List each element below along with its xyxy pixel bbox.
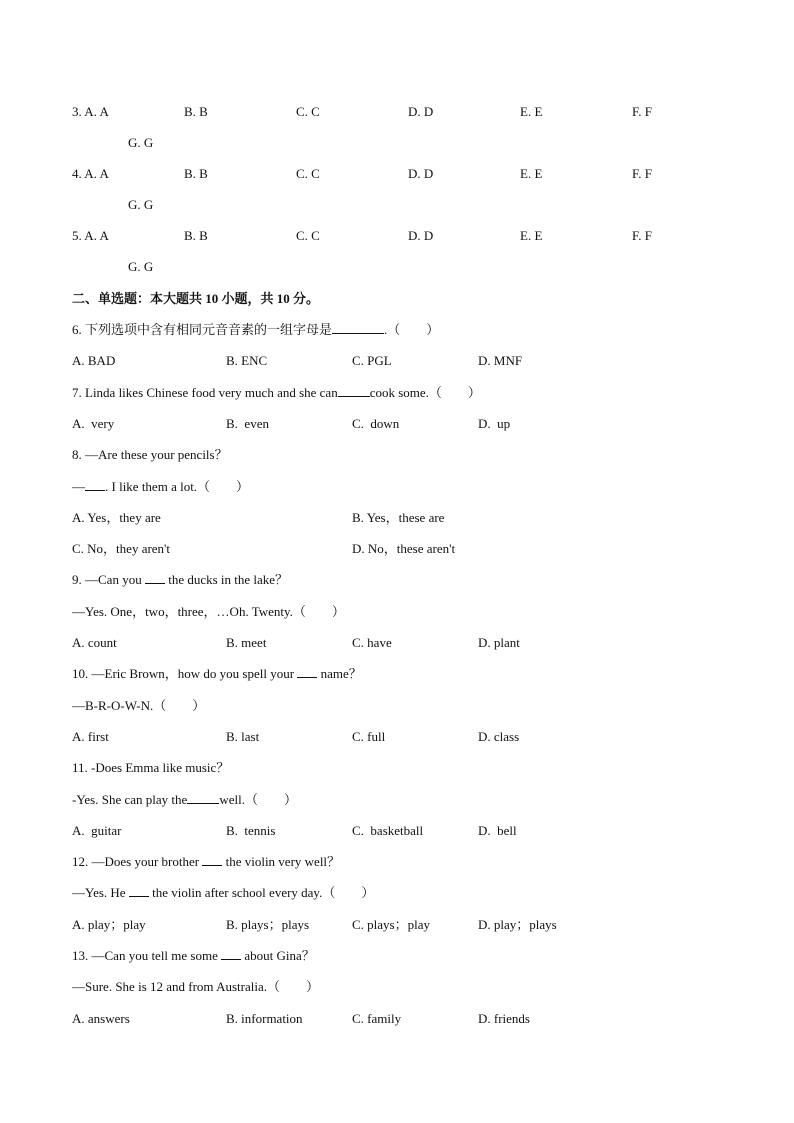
stem-text: 13. —Can you tell me some <box>72 948 222 963</box>
option: C. C <box>296 228 320 243</box>
stem-text: —Yes. He <box>72 885 129 901</box>
question-stem <box>72 664 362 684</box>
question-stem <box>72 883 374 903</box>
option: C. No，they aren't <box>72 541 171 557</box>
stem-text: 12. —Does your brother <box>72 854 203 870</box>
stem-text: the ducks in the lake？ <box>164 572 289 588</box>
option: C. C <box>296 166 320 181</box>
option: A. count <box>72 635 117 650</box>
stem-text: -Yes. She can play the <box>72 791 188 807</box>
option: B. B <box>184 166 208 181</box>
option: B. tennis <box>226 822 276 838</box>
stem-text: the violin very well？ <box>222 854 341 870</box>
stem-text: — <box>72 478 85 494</box>
stem-text: 9. —Can you <box>72 572 145 588</box>
option: B. B <box>184 228 208 243</box>
option: E. E <box>520 228 543 243</box>
question-stem <box>72 977 319 997</box>
option: B. last <box>226 728 260 744</box>
stem-text: well.（ ） <box>219 791 297 807</box>
option: E. E <box>520 166 543 181</box>
option: D. MNF <box>478 353 523 369</box>
option: D. friends <box>478 1010 530 1026</box>
question-stem <box>72 383 481 403</box>
option: B. information <box>226 1010 303 1026</box>
option: C. full <box>352 728 386 744</box>
option: D. D <box>408 228 434 243</box>
section-heading: 二、单选题：本大题共 10 小题，共 10 分。 <box>72 291 320 306</box>
option: 4. A. A <box>72 166 109 181</box>
option: D. up <box>478 415 511 431</box>
option: C. down <box>352 415 400 431</box>
option: D. D <box>408 166 434 181</box>
question-stem <box>72 696 205 716</box>
answer-blank <box>202 853 222 866</box>
stem-text: 7. Linda likes Chinese food very much and she can <box>72 384 338 400</box>
option: D. No，these aren't <box>352 541 456 557</box>
stem-text: —Yes. One，two，three，…Oh. Twenty.（ ） <box>72 603 345 619</box>
stem-text: name？ <box>317 666 362 682</box>
answer-blank <box>338 384 370 397</box>
answer-blank <box>129 884 149 897</box>
option: F. F <box>632 166 652 181</box>
question-stem <box>72 758 229 778</box>
option: 5. A. A <box>72 228 109 243</box>
option: D. plant <box>478 635 520 650</box>
stem-text: 8. —Are these your pencils？ <box>72 447 228 463</box>
answer-blank <box>187 791 219 804</box>
answer-blank <box>297 665 317 678</box>
question-stem <box>72 602 345 622</box>
stem-text: . I like them a lot.（ ） <box>105 478 250 494</box>
option: A. guitar <box>72 822 122 838</box>
option: F. F <box>632 228 652 243</box>
question-stem <box>72 570 288 590</box>
option: E. E <box>520 104 543 119</box>
option: A. answers <box>72 1010 130 1026</box>
letter-question-wrap-row: G. G <box>128 259 154 274</box>
option: B. meet <box>226 635 267 650</box>
option: A. BAD <box>72 353 116 369</box>
answer-blank <box>332 321 384 334</box>
question-stem <box>72 790 297 810</box>
question-stem <box>72 946 315 966</box>
answer-blank <box>85 478 105 491</box>
answer-blank <box>145 571 165 584</box>
option: C. basketball <box>352 822 424 838</box>
option: B. even <box>226 415 269 431</box>
stem-text: 11. -Does Emma like music？ <box>72 760 230 776</box>
stem-text: —B-R-O-W-N.（ ） <box>72 697 206 713</box>
answer-blank <box>221 947 241 960</box>
stem-text: 10. —Eric Brown，how do you spell your <box>72 666 298 682</box>
option: D. D <box>408 104 434 119</box>
option: C. PGL <box>352 353 392 369</box>
stem-text: —Sure. She is 12 and from Australia.（ ） <box>72 979 319 995</box>
option: D. play；plays <box>478 916 557 932</box>
option: F. F <box>632 104 652 119</box>
option: B. plays；plays <box>226 916 310 932</box>
stem-text: about Gina？ <box>241 948 315 963</box>
option: A. play；play <box>72 916 146 932</box>
stem-text: cook some.（ ） <box>369 384 481 400</box>
stem-text: 6. 下列选项中含有相同元音音素的一组字母是 <box>72 322 333 337</box>
question-stem <box>72 852 340 872</box>
option: B. B <box>184 104 208 119</box>
question-stem <box>72 445 228 465</box>
option: C. C <box>296 104 320 119</box>
option: A. very <box>72 415 115 431</box>
stem-text: the violin after school every day.（ ） <box>148 885 375 901</box>
option: A. first <box>72 728 109 744</box>
option: D. class <box>478 728 520 744</box>
option: B. Yes，these are <box>352 509 445 525</box>
letter-question-wrap-row: G. G <box>128 197 154 212</box>
option: A. Yes，they are <box>72 509 161 525</box>
question-stem <box>72 320 439 340</box>
option: D. bell <box>478 822 517 838</box>
stem-text: .（ ） <box>384 322 440 337</box>
option: C. plays；play <box>352 916 430 932</box>
option: 3. A. A <box>72 104 109 119</box>
option: C. family <box>352 1010 402 1026</box>
option: B. ENC <box>226 353 268 369</box>
option: C. have <box>352 635 392 650</box>
letter-question-wrap-row: G. G <box>128 135 154 150</box>
question-stem <box>72 477 249 497</box>
